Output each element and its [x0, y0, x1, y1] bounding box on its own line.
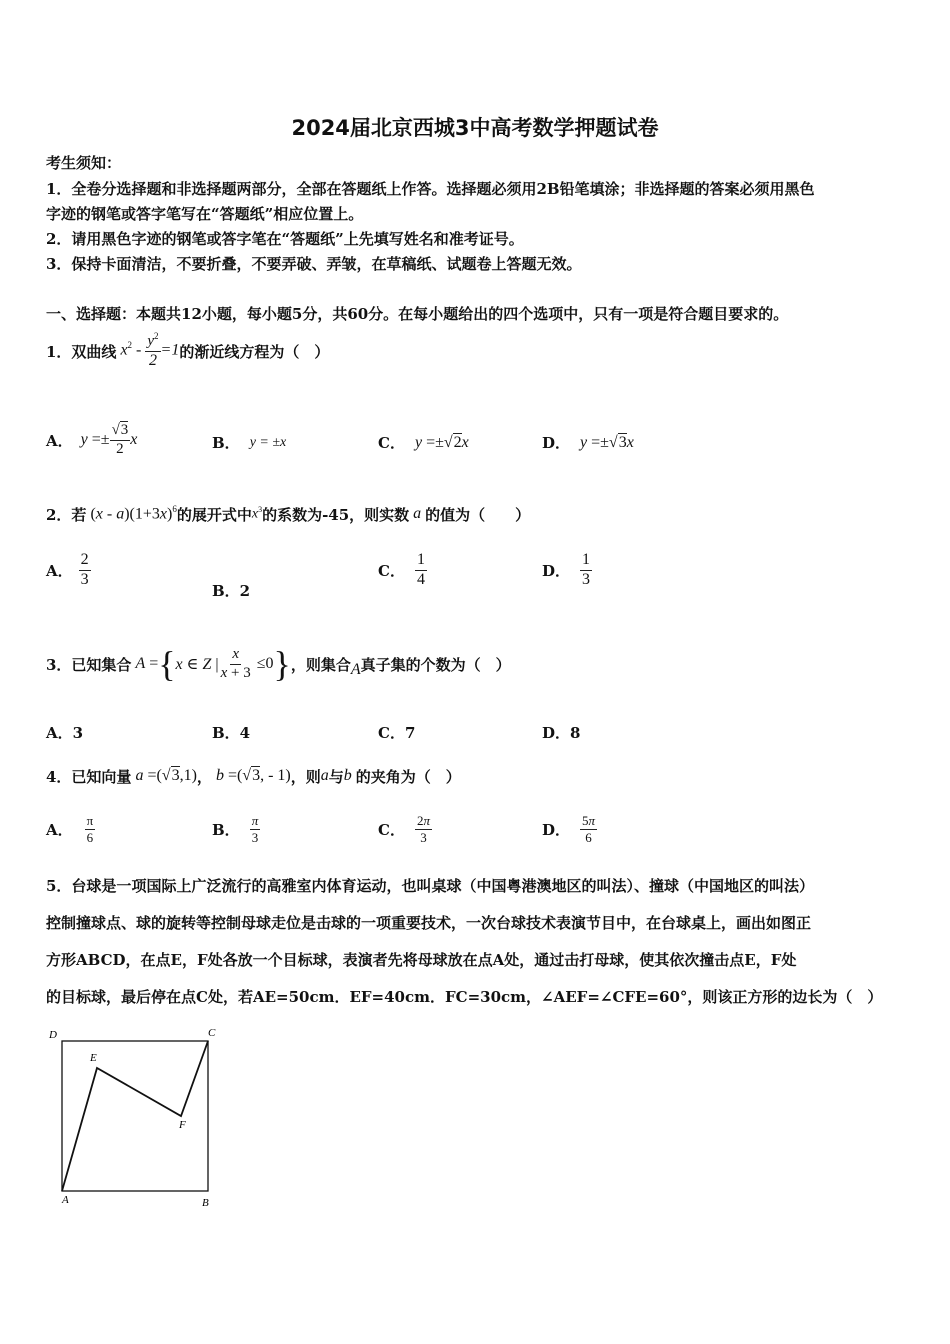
label-c: C	[208, 1027, 216, 1039]
q2-option-d: D． $\frac{1}{3}$	[542, 551, 591, 588]
label-b: B	[202, 1197, 209, 1209]
label-f: F	[179, 1119, 186, 1131]
label-d: D	[49, 1029, 57, 1041]
notice-heading: 考生须知：	[46, 154, 122, 172]
question-1	[46, 328, 329, 374]
notice-line-3: 2．请用黑色字迹的钢笔或答字笔在“答题纸”上先填写姓名和准考证号。	[46, 230, 524, 248]
q4-vector-a: a =(√3,1)	[135, 767, 197, 784]
q3-option-a: A．3	[46, 724, 84, 742]
q5-line-1: 5．台球是一项国际上广泛流行的高雅室内体育运动，也叫桌球（中国粤港澳地区的叫法）、撞球（中国地区的叫法）	[46, 877, 814, 895]
question-2: 2．若 $(x - a)(1+3x)^6$ 的展开式中 $x^3$ 的系数为-45，则实数 a 的值为（ ）	[46, 504, 531, 524]
q1-option-a: A． y =± $\frac{√3}{2}$ x	[46, 421, 138, 457]
q4-option-a: A． $\frac{\pi}{6}$	[46, 813, 94, 845]
label-a: A	[62, 1194, 69, 1206]
q1-formula: $x^2$ - $\frac{y^2}{2}$ =1	[120, 331, 180, 369]
q5-figure	[40, 1022, 230, 1218]
q4-option-d: D． $\frac{5\pi}{6}$	[542, 813, 596, 845]
q3-option-d: D．8	[542, 724, 581, 742]
q1-suffix: 的渐近线方程为（ ）	[179, 342, 330, 361]
q1-prefix: 1．双曲线	[46, 342, 117, 361]
q1-option-d: D． y =±√3 x	[542, 433, 634, 452]
q2-option-b: B．2	[212, 582, 251, 600]
q3-option-c: C．7	[378, 724, 416, 742]
notice-line-4: 3．保持卡面清洁，不要折叠，不要弄破、弄皱，在草稿纸、试题卷上答题无效。	[46, 255, 582, 273]
q1-option-c: C． y =±√2 x	[378, 433, 469, 452]
q2-formula: $(x - a)(1+3x)^6$	[90, 504, 177, 523]
q3-formula: A =	[135, 655, 159, 672]
page-title: 2024届北京西城3中高考数学押题试卷	[291, 116, 659, 140]
notice-line-1: 1．全卷分选择题和非选择题两部分，全部在答题纸上作答。选择题必须用2B铅笔填涂；非选择题的答案必须用黑色	[46, 180, 815, 198]
label-e: E	[90, 1052, 97, 1064]
q4-option-c: C． $\frac{2\pi}{3}$	[378, 813, 430, 845]
q5-line-2: 控制撞球点、球的旋转等控制母球走位是击球的一项重要技术，一次台球技术表演节目中，在台球桌上，画出如图正	[46, 914, 812, 932]
section-heading: 一、选择题：本题共12小题，每小题5分，共60分。在每小题给出的四个选项中，只有一项是符合题目要求的。	[46, 305, 789, 323]
q1-option-b: B． y = ±x	[212, 434, 287, 452]
q5-line-3: 方形ABCD，在点E，F处各放一个目标球，表演者先将母球放在点A处，通过击打母球，使其依次撞击点E，F处	[46, 951, 797, 969]
notice-line-2: 字迹的钢笔或答字笔写在“答题纸”相应位置上。	[46, 205, 364, 223]
q4-vector-b: b =(√3, - 1)	[215, 767, 291, 784]
q4-option-b: B． $\frac{\pi}{3}$	[212, 813, 259, 845]
q5-line-4: 的目标球，最后停在点C处，若AE=50cm．EF=40cm．FC=30cm，∠AEF=∠CFE=60°，则该正方形的边长为（ ）	[46, 988, 883, 1006]
q2-option-a: A． $\frac{2}{3}$	[46, 551, 89, 588]
q3-option-b: B．4	[212, 724, 251, 742]
question-3: 3．已知集合 A = { x ∈ Z | $\frac{x}{x + 3}$ ≤0 } ，则集合 A 真子集的个数为（ ）	[46, 644, 511, 684]
ball-path	[62, 1041, 208, 1191]
question-4: 4．已知向量 a =(√3,1) ， b =(√3, - 1) ，则 a 与 b 的夹角为（ ）	[46, 767, 461, 786]
q2-option-c: C． $\frac{1}{4}$	[378, 551, 425, 588]
